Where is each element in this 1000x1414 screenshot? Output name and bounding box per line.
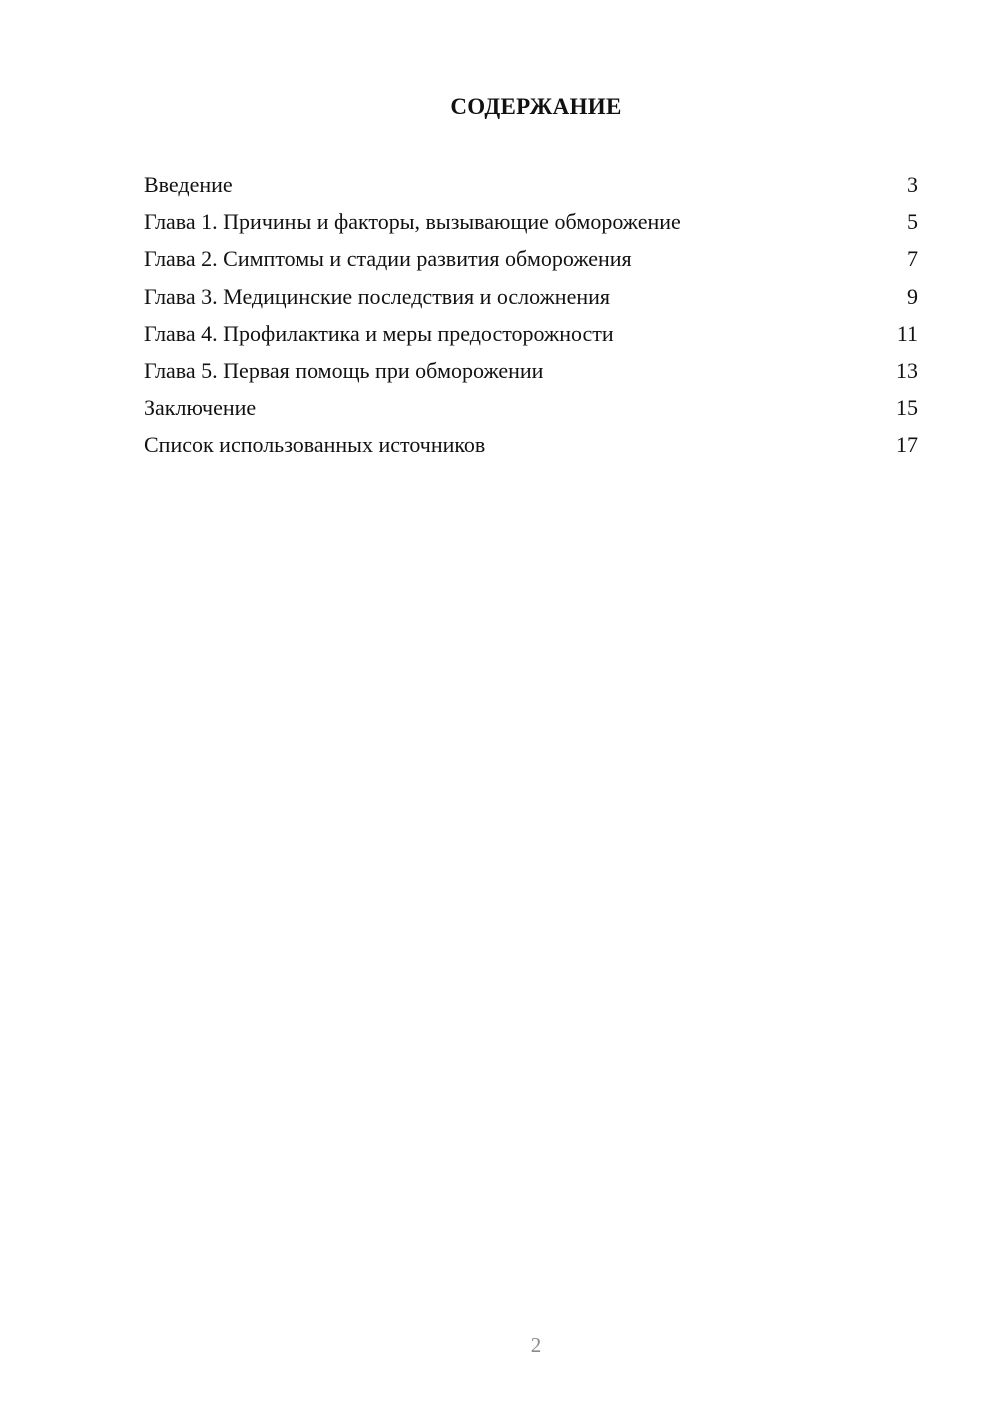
toc-entry-introduction [144,168,918,205]
toc-entry-page-number: 7 [907,246,918,272]
toc-entry-page-number: 5 [907,209,918,235]
toc-entry-page-number: 3 [907,172,918,197]
toc-entry-chapter-4 [144,317,918,354]
toc-entry-references [144,428,918,465]
toc-entry-label: Глава 2. Симптомы и стадии развития обморожения [144,246,632,272]
toc-entry-label: Заключение [144,395,257,421]
toc-entry-page-number: 15 [896,395,918,421]
toc-entry-label: Глава 4. Профилактика и меры предосторожности [144,320,614,346]
toc-entry-label: Глава 5. Первая помощь при обморожении [144,357,544,383]
table-of-contents [144,168,918,466]
toc-entry-chapter-5 [144,354,918,391]
toc-entry-chapter-1 [144,205,918,242]
toc-entry-chapter-3 [144,280,918,317]
toc-entry-label: Глава 3. Медицинские последствия и осложнения [144,283,611,309]
page-number: 2 [530,1333,542,1357]
page-title: СОДЕРЖАНИЕ [450,94,622,119]
toc-entry-label: Список использованных источников [144,432,486,458]
toc-entry-page-number: 11 [896,320,918,346]
toc-entry-label: Глава 1. Причины и факторы, вызывающие обморожение [144,209,681,235]
toc-entry-page-number: 13 [896,357,918,383]
toc-entry-page-number: 9 [907,283,918,309]
toc-entry-page-number: 17 [896,432,918,458]
toc-entry-conclusion [144,391,918,428]
toc-entry-chapter-2 [144,242,918,279]
toc-entry-label: Введение [144,172,233,197]
